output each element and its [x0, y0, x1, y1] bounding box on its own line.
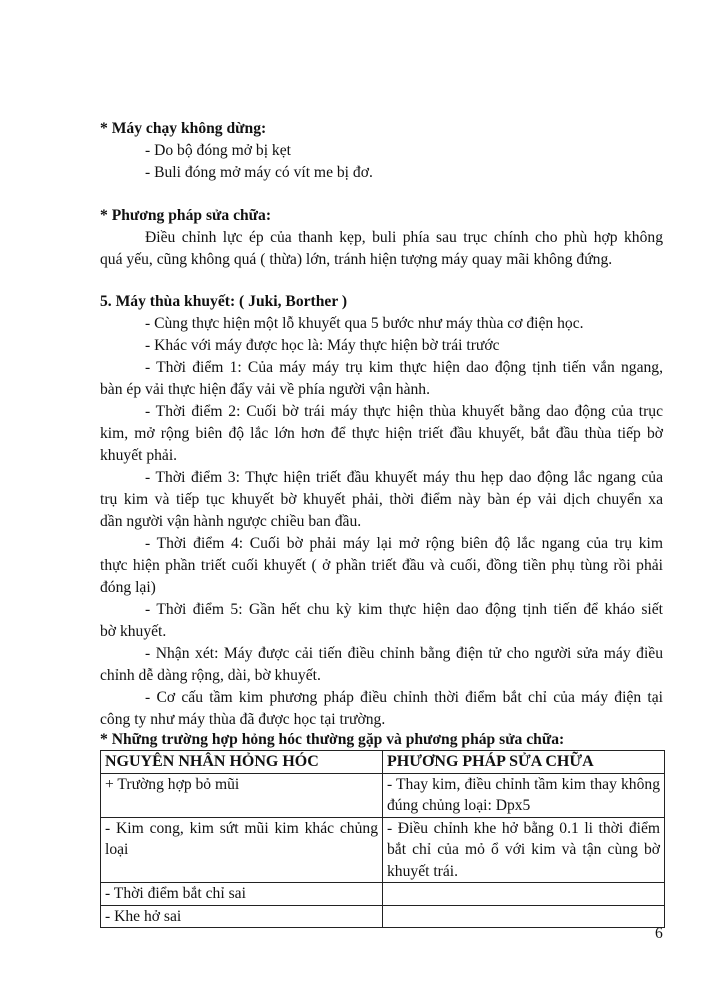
paragraph-line: - Thời điểm 1: Của máy máy trụ kim thực hiện dao động tịnh tiến vắn ngang, [145, 359, 663, 376]
table-row [101, 905, 665, 928]
heading-buttonhole-machine: 5. Máy thùa khuyết: ( Juki, Borther ) [100, 293, 348, 310]
repair-cell [383, 905, 665, 928]
bullet-item: - Buli đóng mở máy có vít me bị đơ. [145, 164, 373, 181]
paragraph-line: - Cơ cấu tầm kim phương pháp điều chỉnh thời điểm bắt chỉ của máy điện tại [145, 689, 663, 706]
paragraph-line: thực hiện phần triết cuối khuyết ( ở phần triết đầu và cuối, đồng tiền phụ tùng rồi phải [100, 557, 663, 574]
cause-cell: - Kim cong, kim sứt mũi kim khác chủng loại [101, 817, 383, 883]
cause-cell: - Khe hở sai [101, 905, 383, 928]
table-row [101, 883, 665, 906]
paragraph-line: - Thời điểm 4: Cuối bờ phải máy lại mở rộng biên độ lắc ngang của trụ kim [145, 535, 663, 552]
heading-machine-not-stopping: * Máy chạy không dừng: [100, 120, 267, 137]
column-header-cause: NGUYÊN NHÂN HỎNG HÓC [101, 751, 383, 774]
paragraph-line: khuyết phải. [100, 447, 178, 464]
paragraph-line: đóng lại) [100, 579, 156, 596]
repair-cell [383, 883, 665, 906]
paragraph-line: - Thời điểm 2: Cuối bờ trái máy thực hiện thùa khuyết bằng dao động của trục [145, 403, 663, 420]
table-row [101, 817, 665, 883]
column-header-repair: PHƯƠNG PHÁP SỬA CHỮA [383, 751, 665, 774]
cause-cell: + Trường hợp bỏ mũi [101, 773, 383, 817]
paragraph-line: bờ khuyết. [100, 623, 167, 640]
paragraph-line: - Nhận xét: Máy được cải tiến điều chỉnh bằng điện tử cho người sửa máy điều [145, 645, 663, 662]
repair-cell: - Thay kim, điều chỉnh tầm kim thay không đúng chủng loại: Dpx5 [383, 773, 665, 817]
page-number: 6 [655, 925, 663, 942]
cause-cell: - Thời điểm bắt chỉ sai [101, 883, 383, 906]
paragraph-line: quá yếu, cũng không quá ( thừa) lớn, tránh hiện tượng máy quay mãi không đứng. [100, 251, 613, 268]
paragraph-line: - Cùng thực hiện một lỗ khuyết qua 5 bước như máy thùa cơ điện học. [145, 315, 584, 332]
paragraph-line: - Thời điểm 3: Thực hiện triết đầu khuyết máy thu hẹp dao động lắc ngang của [145, 469, 663, 486]
paragraph-line: chỉnh dễ dàng rộng, dài, bờ khuyết. [100, 667, 321, 684]
bullet-item: - Do bộ đóng mở bị kẹt [145, 142, 291, 159]
heading-repair-method: * Phương pháp sửa chữa: [100, 207, 272, 224]
paragraph-line: kim, mở rộng biên độ lắc lớn hơn để thực hiện triết đầu khuyết, bắt đầu thùa tiếp bờ [100, 425, 663, 442]
table-row [101, 773, 665, 817]
paragraph-line: Điều chỉnh lực ép của thanh kẹp, buli phía sau trục chính cho phù hợp không [145, 229, 663, 246]
paragraph-line: trụ kim và tiếp tục khuyết bờ khuyết phải, thời điểm này bàn ép vải dịch chuyển xa [100, 491, 663, 508]
paragraph-line: dần người vận hành ngược chiều ban đầu. [100, 513, 362, 530]
heading-faults-table: * Những trường hợp hỏng hóc thường gặp và phương pháp sửa chữa: [100, 731, 565, 748]
table-header-row [101, 751, 665, 774]
repair-cell: - Điều chỉnh khe hở bằng 0.1 li thời điểm bắt chỉ của mỏ ổ với kim và tận cùng bờ khuyết trái. [383, 817, 665, 883]
paragraph-line: - Khác với máy được học là: Máy thực hiện bờ trái trước [145, 337, 500, 354]
paragraph-line: công ty như máy thùa đã được học tại trường. [100, 711, 386, 728]
paragraph-line: - Thời điểm 5: Gần hết chu kỳ kim thực hiện dao động tịnh tiến để kháo siết [145, 601, 663, 618]
paragraph-line: bàn ép vải thực hiện đẩy vải về phía người vận hành. [100, 381, 430, 398]
faults-table [100, 750, 665, 928]
